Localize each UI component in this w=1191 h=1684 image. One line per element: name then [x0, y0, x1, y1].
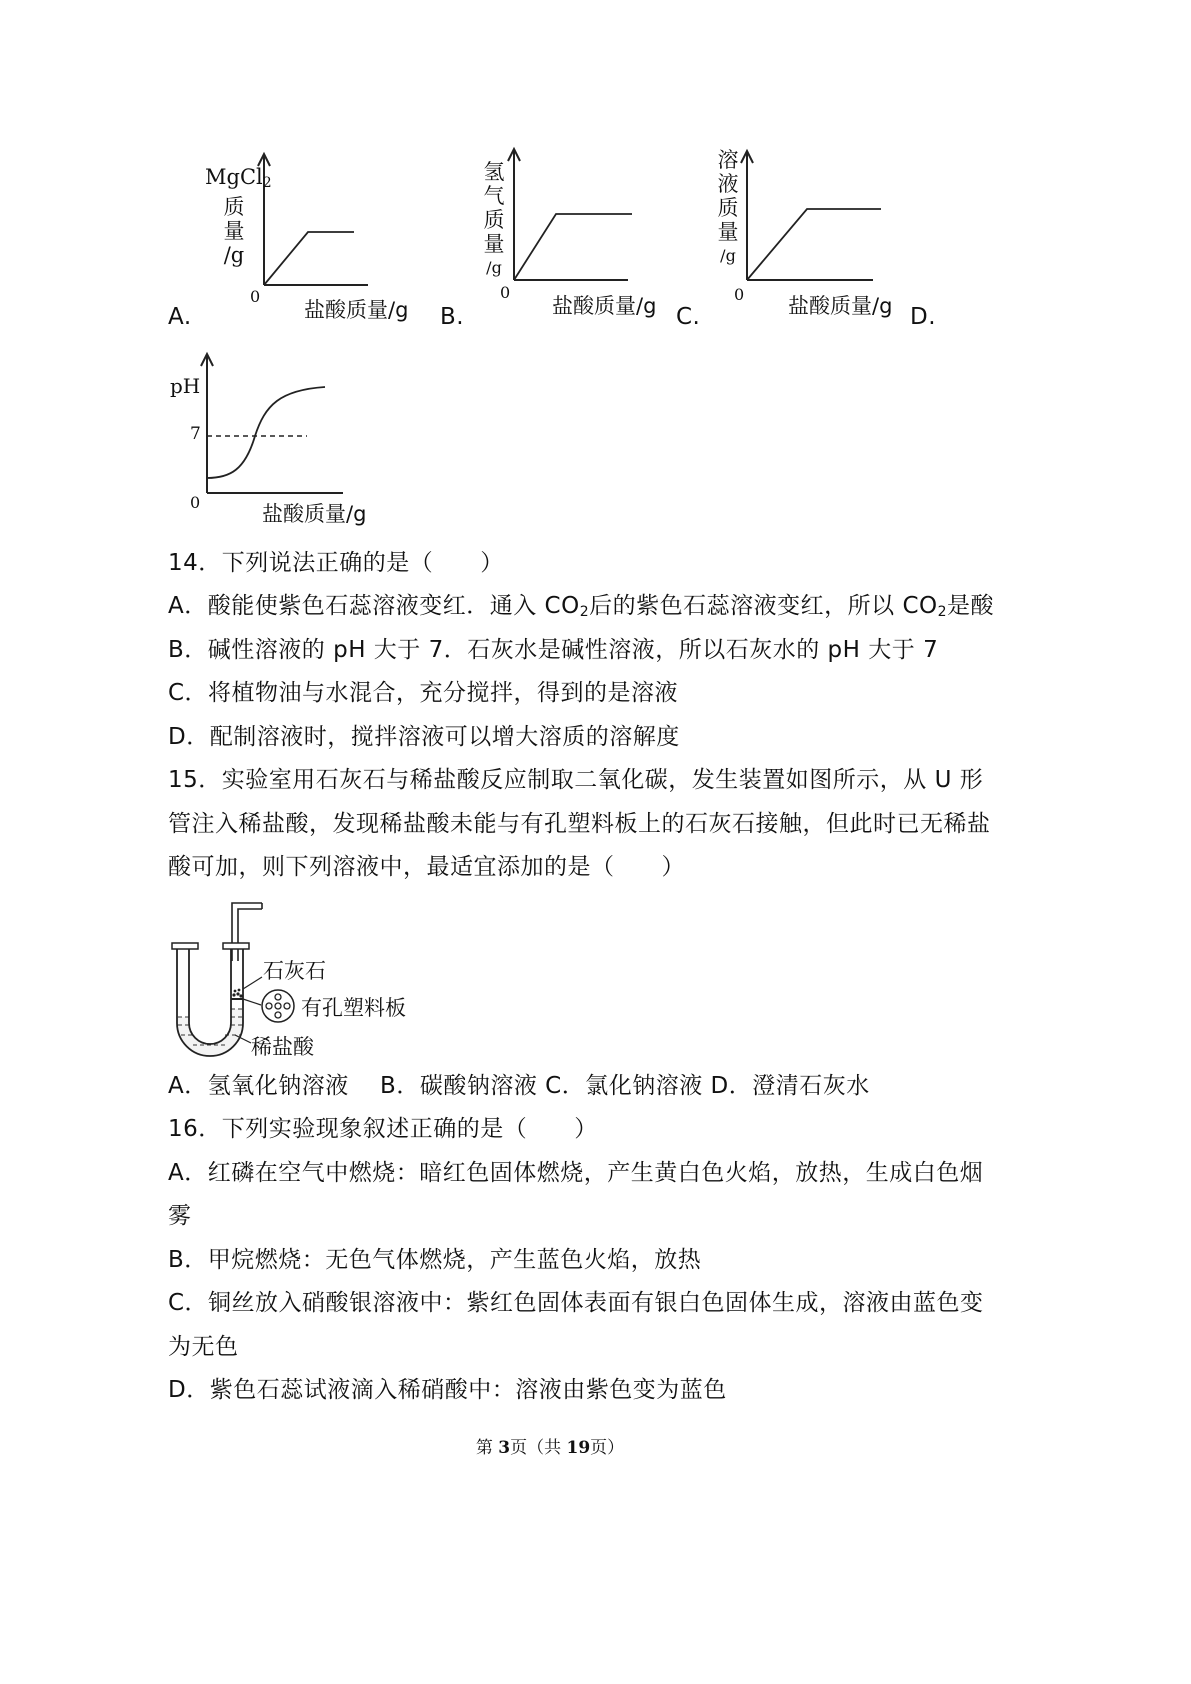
total-page-count: 19	[566, 1438, 591, 1458]
graph-a-origin: 0	[250, 287, 261, 306]
q14-option-a: A．酸能使紫色石蕊溶液变红．通入 $CO_2$后的紫色石蕊溶液变红，所以 $CO_2$是酸	[168, 593, 995, 620]
q14-option-d: D．配制溶液时，搅拌溶液可以增大溶质的溶解度	[168, 724, 680, 750]
u-tube-diagram	[165, 895, 415, 1065]
graph-c-ylabel: 溶 液 质 量 /g	[717, 148, 739, 265]
label-perforated-plate: 有孔塑料板	[301, 996, 406, 1020]
graph-b-xlabel: 盐酸质量/g	[552, 294, 657, 318]
graph-d-origin: 0	[190, 493, 201, 512]
q16-option-c-line1: C．铜丝放入硝酸银溶液中：紫红色固体表面有银白色固体生成，溶液由蓝色变	[168, 1290, 984, 1316]
graph-b-ylabel: 氢 气 质 量 /g	[483, 160, 505, 277]
option-label-c: C.	[676, 304, 701, 330]
q16-option-c-line2: 为无色	[168, 1334, 239, 1360]
perforated-plate-icon	[262, 990, 294, 1022]
option-label-d: D.	[910, 304, 937, 330]
q16-stem: 16．下列实验现象叙述正确的是（ ）	[168, 1116, 598, 1142]
q14-option-c: C．将植物油与水混合，充分搅拌，得到的是溶液	[168, 680, 679, 706]
graph-b-curve	[514, 214, 632, 280]
graph-a-ylabel: MgCl$_2$ 质 量 /g	[205, 165, 272, 267]
graph-a-curve	[264, 232, 354, 285]
q16-option-a-line2: 雾	[168, 1203, 192, 1229]
graph-b-axes	[500, 145, 640, 290]
option-label-a: A.	[168, 304, 192, 330]
q15-options: A．氢氧化钠溶液 B．碳酸钠溶液 C．氯化钠溶液 D．澄清石灰水	[168, 1073, 870, 1099]
q15-stem-line2: 管注入稀盐酸，发现稀盐酸未能与有孔塑料板上的石灰石接触，但此时已无稀盐	[168, 811, 991, 837]
graph-d-tick-7: 7	[190, 424, 201, 444]
option-label-b: B.	[440, 304, 465, 330]
graph-a-axes	[250, 150, 380, 300]
q14-stem: 14．下列说法正确的是（ ）	[168, 550, 504, 576]
q16-option-b: B．甲烷燃烧：无色气体燃烧，产生蓝色火焰，放热	[168, 1247, 702, 1273]
graph-d-xlabel: 盐酸质量/g	[262, 502, 367, 526]
graph-d-axes	[195, 350, 355, 500]
label-dilute-hcl: 稀盐酸	[251, 1035, 314, 1059]
q16-option-d: D．紫色石蕊试液滴入稀硝酸中：溶液由紫色变为蓝色	[168, 1377, 727, 1403]
graph-c-axes	[733, 147, 888, 292]
graph-c-origin: 0	[734, 285, 745, 304]
page-footer: 第 3页（共 19页）	[475, 1438, 625, 1458]
current-page-number: 3	[498, 1438, 511, 1458]
graph-c-xlabel: 盐酸质量/g	[788, 294, 893, 318]
graph-a-xlabel: 盐酸质量/g	[304, 298, 409, 322]
graph-d-curve	[207, 387, 325, 478]
graph-d-ylabel: pH	[170, 374, 201, 398]
graph-c-curve	[747, 209, 881, 280]
q14-option-b: B．碱性溶液的 pH 大于 7．石灰水是碱性溶液，所以石灰水的 pH 大于 7	[168, 637, 939, 663]
graph-b-origin: 0	[500, 283, 511, 302]
q15-stem-line1: 15．实验室用石灰石与稀盐酸反应制取二氧化碳，发生装置如图所示，从 U 形	[168, 767, 984, 793]
q15-stem-line3: 酸可加，则下列溶液中，最适宜添加的是（ ）	[168, 854, 685, 880]
label-limestone: 石灰石	[263, 959, 326, 983]
q16-option-a-line1: A．红磷在空气中燃烧：暗红色固体燃烧，产生黄白色火焰，放热，生成白色烟	[168, 1160, 984, 1186]
